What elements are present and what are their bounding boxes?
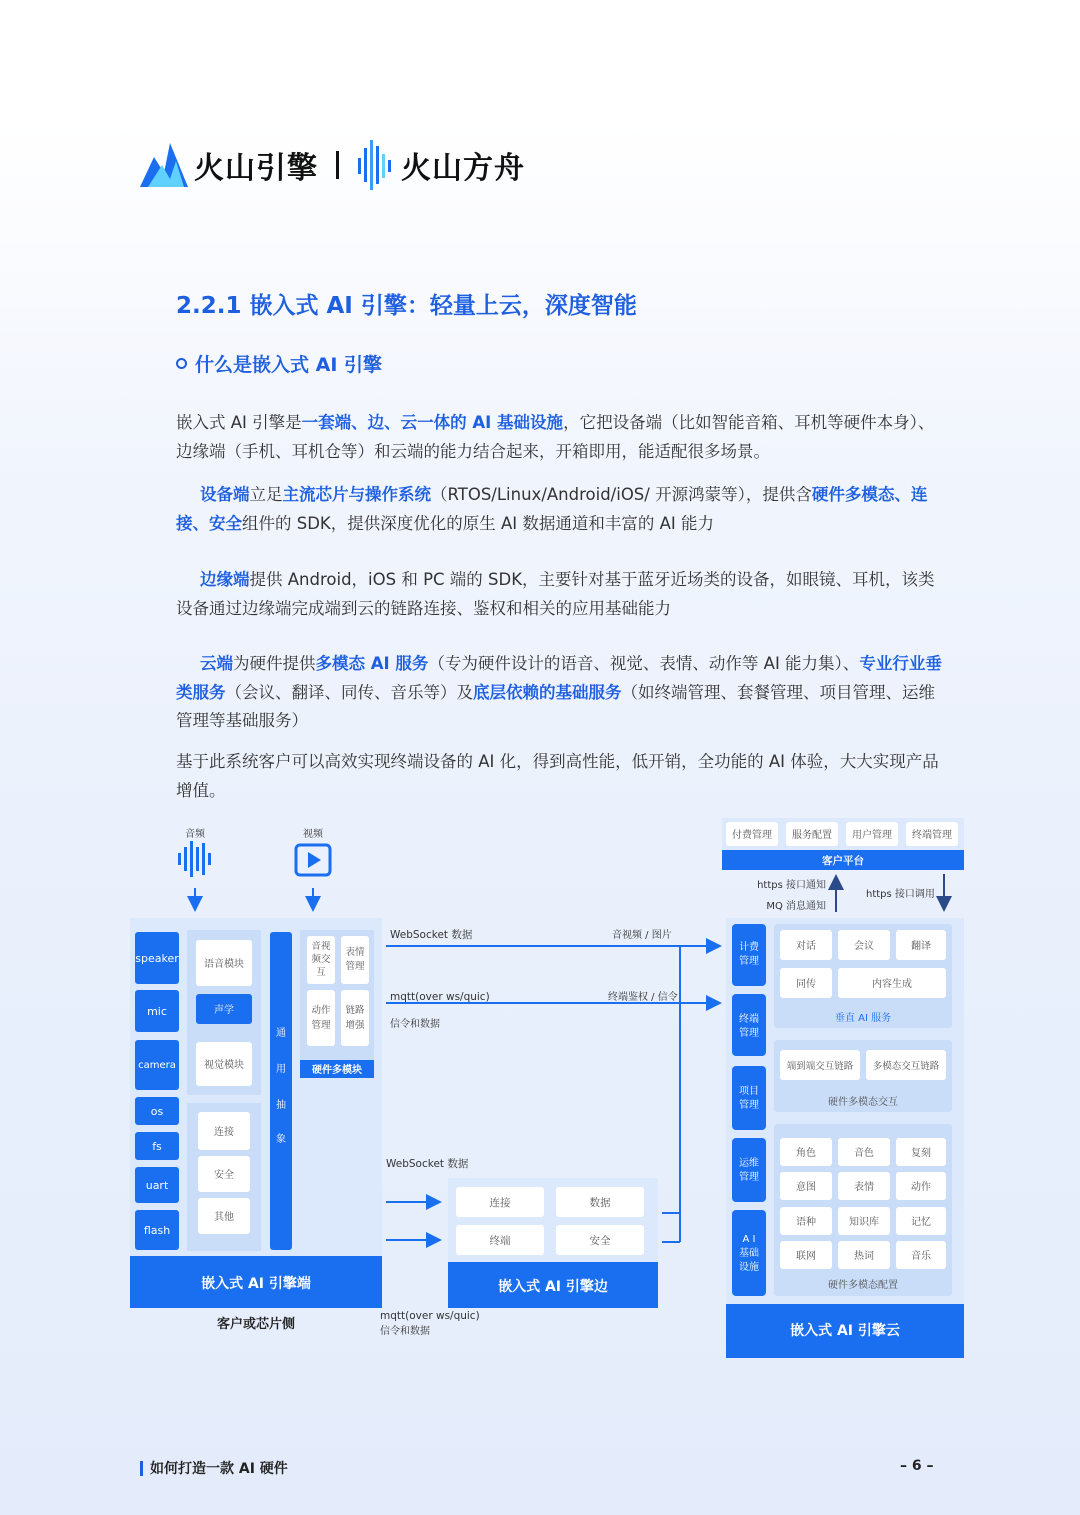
config-item-hotword: 热词 — [854, 1251, 874, 1262]
svg-text:项目: 项目 — [739, 1086, 759, 1097]
device-item-os: os — [150, 1105, 164, 1118]
audio-wave-icon — [178, 841, 211, 877]
volcengine-logo-text: 火山引擎 — [194, 151, 318, 186]
config-item-knowledge: 知识库 — [849, 1217, 879, 1228]
video-play-icon — [296, 845, 330, 875]
footer-bar — [140, 1461, 143, 1476]
config-item-intent: 意图 — [796, 1182, 816, 1193]
svg-text:A I: A I — [742, 1234, 756, 1245]
svg-text:管理: 管理 — [345, 961, 365, 972]
config-item-memory: 记忆 — [911, 1217, 931, 1228]
vertical-item-content: 内容生成 — [872, 979, 912, 990]
svg-text:管理: 管理 — [739, 1028, 759, 1039]
signal-data-bottom: 信令和数据 — [380, 1326, 430, 1337]
device-title: 嵌入式 AI 引擎端 — [201, 1276, 311, 1292]
svg-text:动作: 动作 — [311, 1005, 331, 1016]
svg-text:管理: 管理 — [739, 1172, 759, 1183]
common-char-4: 象 — [276, 1134, 286, 1145]
config-item-timbre: 音色 — [854, 1148, 874, 1159]
config-item-language: 语种 — [796, 1217, 816, 1228]
device-item-flash: flash — [143, 1224, 171, 1237]
subsection-heading-text: 什么是嵌入式 AI 引擎 — [195, 354, 383, 376]
mq-notify: MQ 消息通知 — [766, 901, 826, 912]
svg-text:管理: 管理 — [311, 1020, 331, 1031]
platform-item-billing: 付费管理 — [732, 830, 772, 841]
auth-signal-label: 终端鉴权 / 信令 — [608, 992, 678, 1003]
ws-data-top: WebSocket 数据 — [390, 929, 473, 941]
svg-text:增强: 增强 — [345, 1020, 365, 1031]
config-item-expression: 表情 — [854, 1182, 874, 1193]
vertical-item-dialog: 对话 — [796, 941, 816, 952]
footer-title-text: 如何打造一款 AI 硬件 — [150, 1461, 288, 1477]
vertical-item-meeting: 会议 — [854, 941, 874, 952]
common-char-3: 抽 — [276, 1100, 286, 1111]
vertical-title: 垂直 AI 服务 — [834, 1013, 892, 1024]
svg-text:计费: 计费 — [739, 942, 759, 953]
https-notify: https 接口通知 — [757, 880, 826, 891]
paragraph-summary: 基于此系统客户可以高效实现终端设备的 AI 化，得到高性能，低开销，全功能的 AI 体验，大大实现产品增值。 — [176, 752, 939, 800]
svg-text:互: 互 — [316, 967, 326, 978]
device-module-vision: 视觉模块 — [204, 1060, 244, 1071]
config-item-role: 角色 — [796, 1148, 816, 1159]
platform-item-service: 服务配置 — [792, 830, 832, 841]
config-title: 硬件多模态配置 — [828, 1280, 898, 1291]
common-abstraction-bar — [270, 932, 292, 1250]
svg-text:运维: 运维 — [739, 1158, 759, 1169]
svg-text:基础: 基础 — [739, 1248, 759, 1259]
svg-text:表情: 表情 — [345, 947, 365, 958]
mqtt-top: mqtt(over ws/quic) — [390, 991, 490, 1003]
multimodal-title: 硬件多模态交互 — [828, 1097, 898, 1108]
device-module-voice: 语音模块 — [204, 959, 244, 970]
config-item-music: 音乐 — [911, 1251, 931, 1262]
common-char-2: 用 — [276, 1064, 286, 1075]
svg-text:链路: 链路 — [345, 1005, 365, 1016]
hw-modules-title: 硬件多模块 — [312, 1065, 362, 1076]
av-image-label: 音视频 / 图片 — [612, 930, 672, 941]
device-module-connect: 连接 — [214, 1127, 234, 1138]
section-heading: 2.2.1 嵌入式 AI 引擎：轻量上云，深度智能 — [176, 293, 637, 319]
device-item-uart: uart — [145, 1179, 169, 1192]
device-caption: 客户或芯片侧 — [216, 1317, 296, 1332]
svg-text:设施: 设施 — [739, 1262, 759, 1273]
ws-data-mid: WebSocket 数据 — [386, 1158, 469, 1170]
config-item-action: 动作 — [911, 1182, 931, 1193]
device-item-speaker: speaker — [135, 952, 179, 965]
cloud-left-column — [732, 924, 766, 1296]
paragraph-cloud: 云端为硬件提供多模态 AI 服务（专为硬件设计的语音、视觉、表情、动作等 AI 能力集）、专业行业垂类服务（会议、翻译、同传、音乐等）及底层依赖的基础服务（如终端管理、套餐管理、项目管理、运维管理等基础服务） — [176, 654, 942, 730]
ark-logo-text: 火山方舟 — [401, 151, 525, 186]
paragraph-device: 设备端立足主流芯片与操作系统（RTOS/Linux/Android/iOS/ 开源鸿蒙等），提供含硬件多模态、连接、安全组件的 SDK，提供深度优化的原生 AI 数据通道和丰富的 AI 能力 — [176, 485, 928, 533]
multimodal-item-mm: 多模态交互链路 — [872, 1061, 940, 1072]
vertical-item-translate: 翻译 — [911, 941, 931, 952]
platform-item-user: 用户管理 — [852, 830, 892, 841]
edge-item-connect: 连接 — [489, 1197, 511, 1209]
svg-text:终端: 终端 — [739, 1014, 759, 1025]
device-module-other: 其他 — [214, 1212, 234, 1223]
edge-item-security: 安全 — [589, 1235, 611, 1247]
device-item-mic: mic — [147, 1005, 167, 1018]
device-module-acoustic: 声学 — [214, 1005, 234, 1016]
svg-text:音视: 音视 — [311, 941, 331, 952]
cloud-title: 嵌入式 AI 引擎云 — [790, 1323, 900, 1339]
config-item-network: 联网 — [796, 1251, 816, 1262]
audio-label: 音频 — [185, 829, 205, 840]
edge-title: 嵌入式 AI 引擎边 — [498, 1279, 608, 1295]
video-label: 视频 — [303, 829, 323, 840]
multimodal-item-e2e: 端到端交互链路 — [786, 1061, 854, 1072]
footer-title — [140, 1458, 288, 1478]
vertical-item-interpret: 同传 — [796, 979, 816, 990]
paragraph-edge: 边缘端提供 Android，iOS 和 PC 端的 SDK，主要针对基于蓝牙近场类的设备，如眼镜、耳机，该类设备通过边缘端完成端到云的链路连接、鉴权和相关的应用基础能力 — [176, 570, 935, 618]
platform-title: 客户平台 — [822, 855, 864, 867]
common-char-1: 通 — [276, 1028, 286, 1039]
edge-item-terminal: 终端 — [489, 1235, 511, 1247]
svg-text:频交: 频交 — [311, 954, 331, 965]
device-module-security: 安全 — [214, 1170, 234, 1181]
svg-text:管理: 管理 — [739, 1100, 759, 1111]
edge-item-data: 数据 — [589, 1197, 611, 1209]
device-item-fs: fs — [152, 1140, 162, 1153]
config-item-clone: 复刻 — [911, 1148, 931, 1159]
page-number: – 6 – — [900, 1458, 934, 1474]
platform-item-terminal: 终端管理 — [912, 830, 952, 841]
paragraph-intro: 嵌入式 AI 引擎是一套端、边、云一体的 AI 基础设施，它把设备端（比如智能音箱、耳机等硬件本身）、边缘端（手机、耳机仓等）和云端的能力结合起来，开箱即用，能适配很多场景。 — [176, 413, 935, 461]
device-item-camera: camera — [138, 1060, 176, 1071]
signal-data-top: 信令和数据 — [390, 1019, 440, 1030]
mqtt-bottom: mqtt(over ws/quic) — [380, 1310, 480, 1322]
https-call: https 接口调用 — [866, 889, 935, 900]
svg-text:管理: 管理 — [739, 956, 759, 967]
